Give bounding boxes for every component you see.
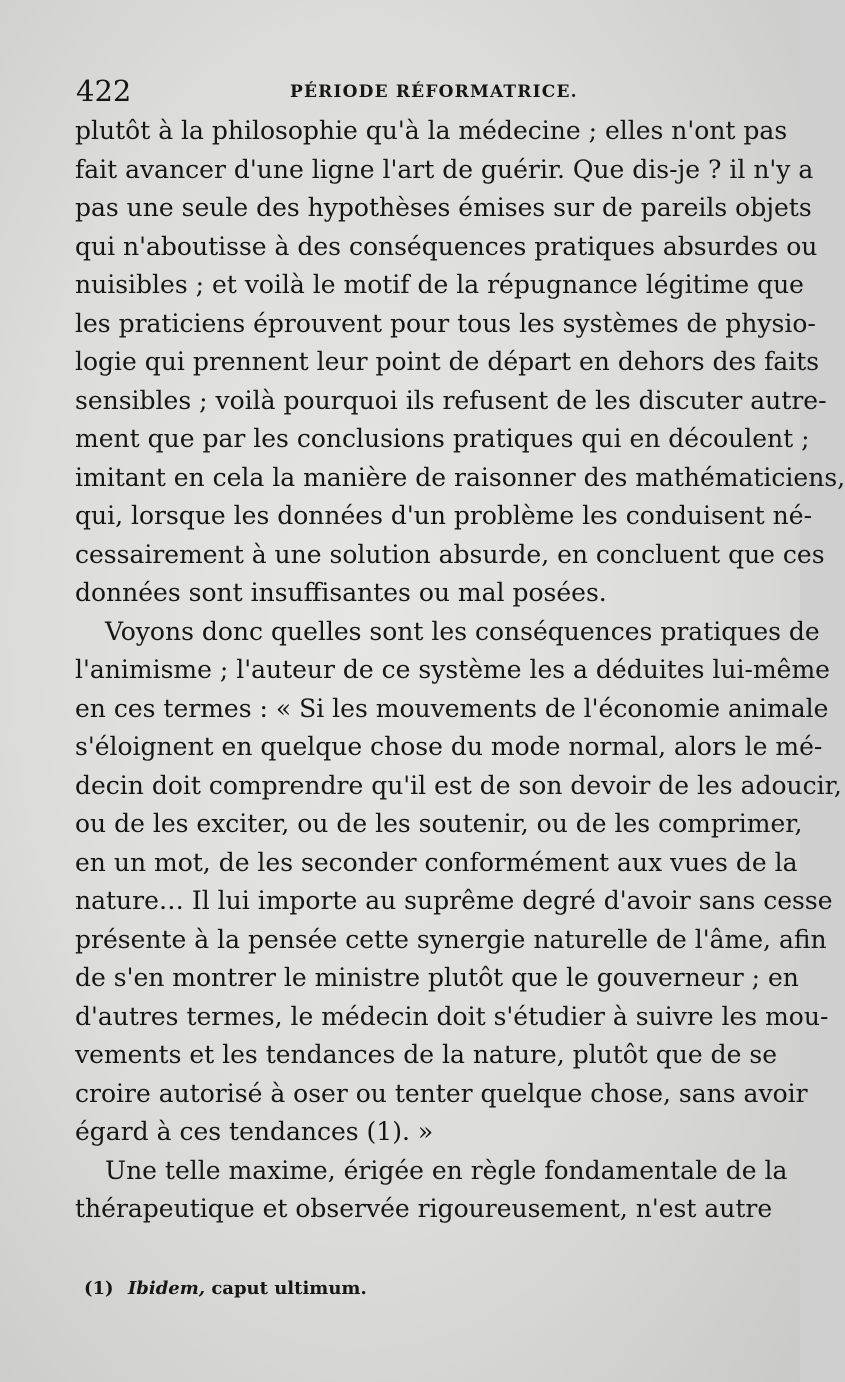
text-line: croire autorisé à oser ou tenter quelque chose, sans avoir	[75, 1078, 808, 1108]
page-header	[76, 74, 736, 108]
text-line: s'éloignent en quelque chose du mode normal, alors le mé-	[75, 732, 823, 761]
text-line: qui, lorsque les données d'un problème les conduisent né-	[75, 501, 813, 530]
text-line: nuisibles ; et voilà le motif de la répugnance légitime que	[75, 270, 804, 299]
text-line: fait avancer d'une ligne l'art de guérir. Que dis-je ? il n'y a	[75, 154, 814, 184]
paragraph-end-line: données sont insuffisantes ou mal posées.	[75, 578, 607, 607]
body-text	[75, 112, 845, 1229]
page-number: 422	[76, 74, 132, 108]
text-line: qui n'aboutisse à des conséquences pratiques absurdes ou	[75, 231, 818, 261]
paragraph-start-line: Voyons donc quelles sont les conséquences pratiques de	[105, 616, 820, 646]
text-line: imitant en cela la manière de raisonner des mathématiciens,	[75, 462, 845, 492]
text-line: cessairement à une solution absurde, en concluent que ces	[75, 539, 825, 569]
text-line: vements et les tendances de la nature, plutôt que de se	[75, 1040, 778, 1069]
text-line: l'animisme ; l'auteur de ce système les a déduites lui-même	[75, 655, 830, 684]
text-line: plutôt à la philosophie qu'à la médecine ; elles n'ont pas	[75, 116, 788, 145]
text-line: pas une seule des hypothèses émises sur de pareils objets	[75, 193, 812, 222]
paragraph-start-line: Une telle maxime, érigée en règle fondamentale de la	[105, 1155, 788, 1185]
footnote-text: caput ultimum.	[211, 1278, 367, 1299]
text-line: d'autres termes, le médecin doit s'étudier à suivre les mou-	[75, 1001, 829, 1031]
text-line: de s'en montrer le ministre plutôt que le gouverneur ; en	[75, 963, 799, 992]
text-line: decin doit comprendre qu'il est de son devoir de les adoucir,	[75, 770, 842, 800]
footnote-marker: (1)	[84, 1278, 114, 1299]
footnote	[84, 1277, 367, 1301]
paragraph-end-line: égard à ces tendances (1). »	[75, 1117, 434, 1146]
text-line: ment que par les conclusions pratiques qui en découlent ;	[75, 424, 810, 453]
footnote-reference: Ibidem,	[127, 1278, 206, 1299]
text-line: les praticiens éprouvent pour tous les systèmes de physio-	[75, 308, 816, 338]
text-line: en un mot, de les seconder conformément aux vues de la	[75, 847, 798, 877]
text-line: présente à la pensée cette synergie naturelle de l'âme, afin	[75, 924, 827, 954]
running-head: PÉRIODE RÉFORMATRICE.	[290, 82, 578, 102]
text-line: thérapeutique et observée rigoureusement, n'est autre	[75, 1194, 773, 1223]
text-line: sensibles ; voilà pourquoi ils refusent de les discuter autre-	[75, 385, 827, 415]
text-line: en ces termes : « Si les mouvements de l'économie animale	[75, 693, 829, 723]
text-line: logie qui prennent leur point de départ en dehors des faits	[75, 347, 820, 376]
text-line: nature… Il lui importe au suprême degré d'avoir sans cesse	[75, 886, 833, 915]
text-line: ou de les exciter, ou de les soutenir, ou de les comprimer,	[75, 809, 803, 838]
